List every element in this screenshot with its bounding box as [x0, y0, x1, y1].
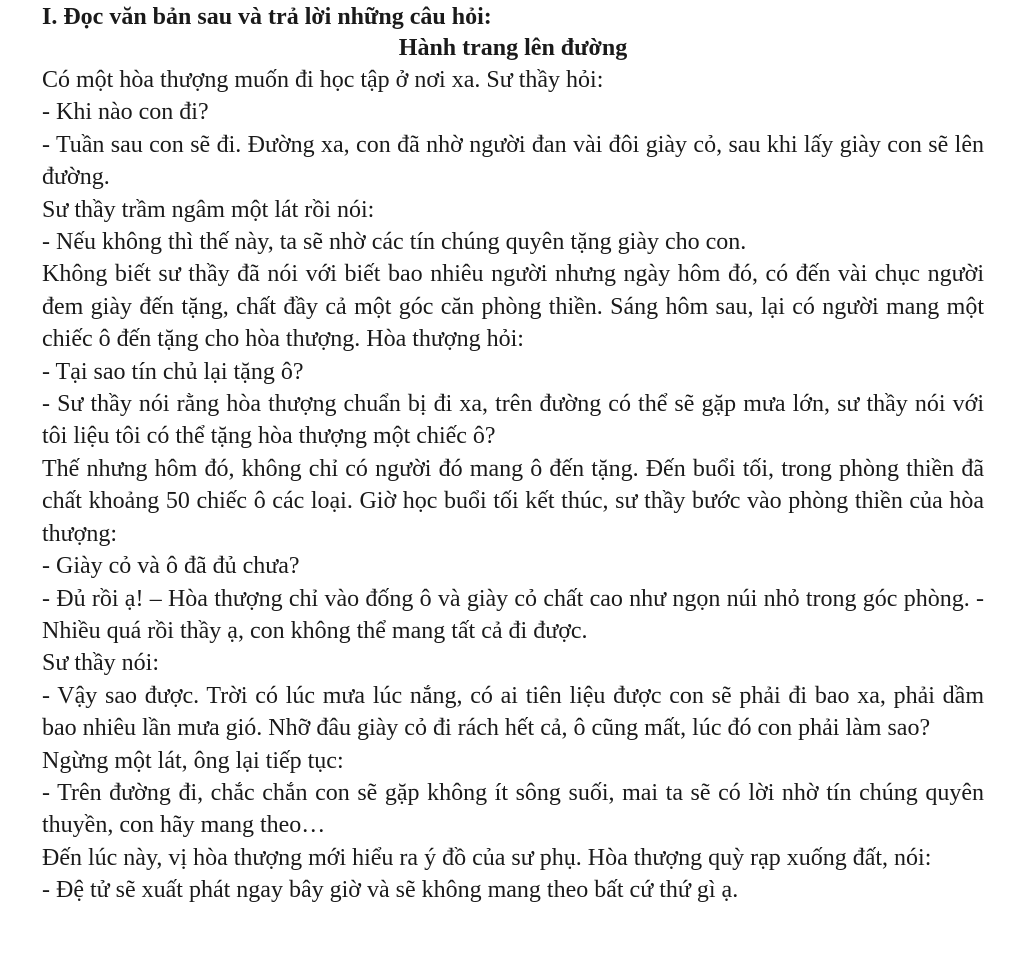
paragraph: Ngừng một lát, ông lại tiếp tục: [42, 747, 344, 774]
paragraph: Không biết sư thầy đã nói với biết bao nhiêu người nhưng ngày hôm đó, có đến vài chục người đem giày đến tặng, chất đầy cả một góc căn phòng thiền. Sáng hôm sau, lại có người mang một chiếc ô đến tặng cho hòa thượng. Hòa thượng hỏi: [42, 261, 984, 353]
dialogue-line: - Đệ tử sẽ xuất phát ngay bây giờ và sẽ không mang theo bất cứ thứ gì ạ. [42, 877, 739, 904]
dialogue-line: - Giày cỏ và ô đã đủ chưa? [42, 553, 300, 580]
story-title: Hành trang lên đường [398, 35, 628, 61]
dialogue-line: - Đủ rồi ạ! – Hòa thượng chỉ vào đống ô và giày cỏ chất cao như ngọn núi nhỏ trong góc phòng. - Nhiều quá rồi thầy ạ, con không thể mang tất cả đi được. [42, 585, 984, 644]
dialogue-line: - Khi nào con đi? [42, 99, 209, 126]
paragraph: Sư thầy trầm ngâm một lát rồi nói: [42, 196, 375, 223]
story-body [42, 64, 984, 907]
dialogue-line: - Tuần sau con sẽ đi. Đường xa, con đã nhờ người đan vài đôi giày cỏ, sau khi lấy giày con sẽ lên đường. [42, 131, 984, 191]
dialogue-line: - Tại sao tín chủ lại tặng ô? [42, 358, 304, 385]
section-heading: I. Đọc văn bản sau và trả lời những câu hỏi: [42, 4, 492, 30]
paragraph: Sư thầy nói: [42, 650, 160, 677]
dialogue-line: - Trên đường đi, chắc chắn con sẽ gặp không ít sông suối, mai ta sẽ có lời nhờ tín chúng quyên thuyền, con hãy mang theo… [42, 779, 984, 839]
paragraph: Có một hòa thượng muốn đi học tập ở nơi xa. Sư thầy hỏi: [42, 67, 604, 93]
paragraph: Thế nhưng hôm đó, không chỉ có người đó mang ô đến tặng. Đến buổi tối, trong phòng thiền đã chất khoảng 50 chiếc ô các loại. Giờ học buổi tối kết thúc, sư thầy bước vào phòng thiền của hòa thượng: [42, 455, 984, 547]
dialogue-line: - Nếu không thì thế này, ta sẽ nhờ các tín chúng quyên tặng giày cho con. [42, 229, 747, 256]
dialogue-line: - Vậy sao được. Trời có lúc mưa lúc nắng, có ai tiên liệu được con sẽ phải đi bao xa, phải dầm bao nhiêu lần mưa gió. Nhỡ đâu giày cỏ đi rách hết cả, ô cũng mất, lúc đó con phải làm sao? [42, 682, 984, 742]
paragraph: Đến lúc này, vị hòa thượng mới hiểu ra ý đồ của sư phụ. Hòa thượng quỳ rạp xuống đất, nói: [42, 844, 932, 871]
dialogue-line: - Sư thầy nói rằng hòa thượng chuẩn bị đi xa, trên đường có thể sẽ gặp mưa lớn, sư thầy nói với tôi liệu tôi có thể tặng hòa thượng một chiếc ô? [42, 391, 984, 450]
